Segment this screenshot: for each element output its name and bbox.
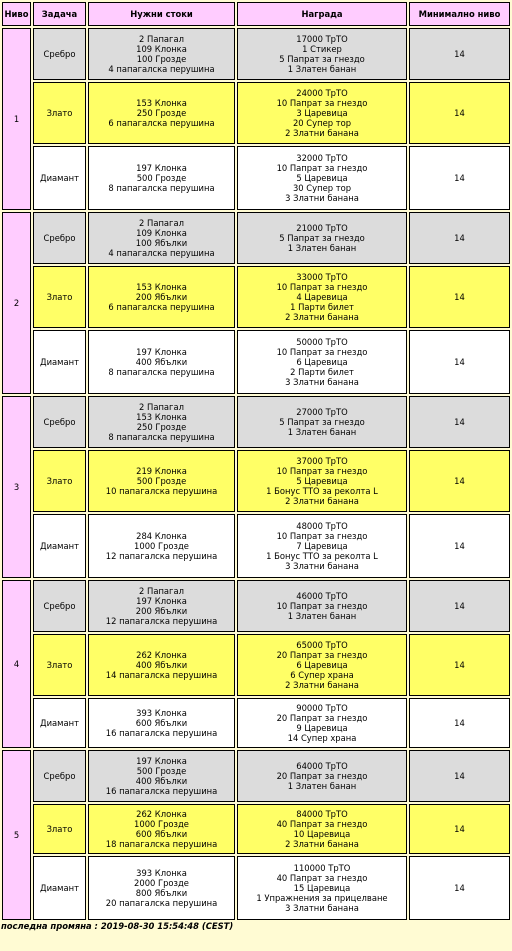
goods-line: 200 Ябълки	[135, 606, 188, 616]
reward-cell	[237, 28, 407, 80]
header-level: Ниво	[2, 2, 31, 26]
goods-line: 197 Клонка	[136, 756, 187, 766]
goods-cell	[88, 580, 235, 632]
reward-line: 6 Супер храна	[290, 670, 354, 680]
task-cell: Сребро	[33, 28, 86, 80]
reward-line: 40 Папрат за гнездо	[276, 819, 368, 829]
level-cell: 4	[2, 580, 31, 748]
reward-line: 5 Папрат за гнездо	[279, 417, 365, 427]
reward-line: 84000 ТрТО	[296, 809, 348, 819]
reward-line: 14 Супер храна	[287, 733, 357, 743]
reward-line: 20 Супер тор	[292, 118, 352, 128]
task-cell: Сребро	[33, 580, 86, 632]
reward-line: 7 Царевица	[296, 541, 348, 551]
table-row	[2, 514, 510, 578]
header-reward: Награда	[237, 2, 407, 26]
goods-line: 8 папагалска перушина	[108, 367, 215, 377]
reward-line: 2 Златни банана	[285, 312, 359, 322]
min-level-cell: 14	[409, 450, 510, 512]
reward-cell	[237, 450, 407, 512]
goods-line: 20 папагалска перушина	[105, 898, 218, 908]
reward-line: 1 Стикер	[302, 44, 342, 54]
reward-line: 10 Папрат за гнездо	[276, 601, 368, 611]
reward-line: 3 Златни банана	[285, 903, 359, 913]
goods-cell	[88, 514, 235, 578]
reward-cell	[237, 856, 407, 920]
goods-line: 2 Папагал	[139, 586, 184, 596]
reward-line: 1 Златен банан	[287, 427, 357, 437]
goods-line: 153 Клонка	[136, 412, 187, 422]
goods-line: 109 Клонка	[136, 44, 187, 54]
task-cell: Злато	[33, 804, 86, 854]
min-level-cell: 14	[409, 634, 510, 696]
table-row	[2, 804, 510, 854]
goods-line: 2 Папагал	[139, 402, 184, 412]
task-cell: Диамант	[33, 330, 86, 394]
table-row	[2, 396, 510, 448]
table-row	[2, 28, 510, 80]
table-row	[2, 212, 510, 264]
task-cell: Диамант	[33, 856, 86, 920]
reward-line: 1 Златен банан	[287, 243, 357, 253]
reward-line: 4 Царевица	[296, 292, 348, 302]
reward-line: 46000 ТрТО	[296, 591, 348, 601]
goods-line: 400 Ябълки	[135, 776, 188, 786]
task-cell: Диамант	[33, 514, 86, 578]
table-row	[2, 82, 510, 144]
table-body	[2, 28, 510, 920]
reward-line: 20 Папрат за гнездо	[276, 713, 368, 723]
reward-cell	[237, 212, 407, 264]
goods-line: 153 Клонка	[136, 98, 187, 108]
reward-line: 1 Парти билет	[290, 302, 354, 312]
table-row	[2, 856, 510, 920]
goods-line: 153 Клонка	[136, 282, 187, 292]
level-cell: 2	[2, 212, 31, 394]
goods-line: 6 папагалска перушина	[108, 118, 215, 128]
reward-line: 9 Царевица	[296, 723, 348, 733]
min-level-cell: 14	[409, 750, 510, 802]
min-level-cell: 14	[409, 330, 510, 394]
task-cell: Сребро	[33, 212, 86, 264]
reward-line: 10 Папрат за гнездо	[276, 466, 368, 476]
goods-cell	[88, 266, 235, 328]
min-level-cell: 14	[409, 580, 510, 632]
goods-cell	[88, 146, 235, 210]
reward-line: 10 Царевица	[293, 829, 351, 839]
level-cell: 1	[2, 28, 31, 210]
goods-line: 500 Грозде	[136, 476, 187, 486]
task-cell: Диамант	[33, 698, 86, 748]
goods-line: 109 Клонка	[136, 228, 187, 238]
goods-line: 16 папагалска перушина	[105, 786, 218, 796]
goods-line: 4 папагалска перушина	[108, 248, 215, 258]
reward-line: 2 Златни банана	[285, 496, 359, 506]
reward-line: 10 Папрат за гнездо	[276, 531, 368, 541]
goods-line: 100 Грозде	[136, 54, 187, 64]
goods-cell	[88, 396, 235, 448]
reward-line: 32000 ТрТО	[296, 153, 348, 163]
reward-line: 1 Златен банан	[287, 781, 357, 791]
goods-line: 10 папагалска перушина	[105, 486, 218, 496]
reward-line: 2 Златни банана	[285, 128, 359, 138]
reward-line: 6 Царевица	[296, 357, 348, 367]
reward-line: 6 Царевица	[296, 660, 348, 670]
goods-cell	[88, 698, 235, 748]
min-level-cell: 14	[409, 212, 510, 264]
reward-line: 37000 ТрТО	[296, 456, 348, 466]
goods-line: 18 папагалска перушина	[105, 839, 218, 849]
reward-line: 1 Златен банан	[287, 64, 357, 74]
goods-line: 14 папагалска перушина	[105, 670, 218, 680]
goods-line: 1000 Грозде	[134, 541, 189, 551]
goods-line: 6 папагалска перушина	[108, 302, 215, 312]
min-level-cell: 14	[409, 146, 510, 210]
reward-line: 1 Бонус ТТО за реколта L	[266, 486, 378, 496]
min-level-cell: 14	[409, 856, 510, 920]
goods-cell	[88, 856, 235, 920]
goods-line: 197 Клонка	[136, 163, 187, 173]
task-cell: Злато	[33, 450, 86, 512]
reward-cell	[237, 82, 407, 144]
reward-line: 10 Папрат за гнездо	[276, 163, 368, 173]
min-level-cell: 14	[409, 28, 510, 80]
goods-line: 4 папагалска перушина	[108, 64, 215, 74]
reward-line: 90000 ТрТО	[296, 703, 348, 713]
reward-line: 65000 ТрТО	[296, 640, 348, 650]
goods-line: 250 Грозде	[136, 108, 187, 118]
reward-line: 3 Царевица	[296, 108, 348, 118]
goods-line: 284 Клонка	[136, 531, 187, 541]
goods-line: 500 Грозде	[136, 173, 187, 183]
goods-line: 100 Ябълки	[135, 238, 188, 248]
goods-cell	[88, 450, 235, 512]
reward-line: 20 Папрат за гнездо	[276, 650, 368, 660]
goods-cell	[88, 804, 235, 854]
reward-line: 20 Папрат за гнездо	[276, 771, 368, 781]
reward-cell	[237, 146, 407, 210]
reward-line: 15 Царевица	[293, 883, 351, 893]
goods-line: 8 папагалска перушина	[108, 183, 215, 193]
goods-cell	[88, 634, 235, 696]
goods-line: 400 Ябълки	[135, 660, 188, 670]
goods-line: 197 Клонка	[136, 347, 187, 357]
goods-line: 500 Грозде	[136, 766, 187, 776]
task-cell: Злато	[33, 634, 86, 696]
table-row	[2, 266, 510, 328]
min-level-cell: 14	[409, 82, 510, 144]
goods-line: 400 Ябълки	[135, 357, 188, 367]
reward-line: 64000 ТрТО	[296, 761, 348, 771]
table-row	[2, 146, 510, 210]
goods-line: 219 Клонка	[136, 466, 187, 476]
reward-line: 1 Бонус ТТО за реколта L	[266, 551, 378, 561]
table-row	[2, 698, 510, 748]
level-cell: 3	[2, 396, 31, 578]
reward-line: 40 Папрат за гнездо	[276, 873, 368, 883]
reward-line: 1 Упражнения за прицелване	[256, 893, 388, 903]
min-level-cell: 14	[409, 396, 510, 448]
reward-line: 2 Златни банана	[285, 680, 359, 690]
header-goods: Нужни стоки	[88, 2, 235, 26]
reward-line: 1 Златен банан	[287, 611, 357, 621]
reward-line: 10 Папрат за гнездо	[276, 347, 368, 357]
goods-line: 250 Грозде	[136, 422, 187, 432]
header-task: Задача	[33, 2, 86, 26]
reward-line: 3 Златни банана	[285, 377, 359, 387]
goods-cell	[88, 82, 235, 144]
goods-cell	[88, 750, 235, 802]
header-min-level: Минимално ниво	[409, 2, 510, 26]
goods-line: 2 Папагал	[139, 34, 184, 44]
min-level-cell: 14	[409, 514, 510, 578]
level-cell: 5	[2, 750, 31, 920]
task-cell: Злато	[33, 82, 86, 144]
reward-cell	[237, 580, 407, 632]
reward-line: 50000 ТрТО	[296, 337, 348, 347]
min-level-cell: 14	[409, 266, 510, 328]
table-row	[2, 750, 510, 802]
goods-line: 600 Ябълки	[135, 718, 188, 728]
min-level-cell: 14	[409, 698, 510, 748]
goods-line: 800 Ябълки	[135, 888, 188, 898]
reward-line: 3 Златни банана	[285, 193, 359, 203]
goods-line: 200 Ябълки	[135, 292, 188, 302]
min-level-cell: 14	[409, 804, 510, 854]
table-row	[2, 330, 510, 394]
reward-line: 110000 ТрТО	[293, 863, 351, 873]
task-cell: Сребро	[33, 396, 86, 448]
goods-cell	[88, 212, 235, 264]
reward-line: 5 Папрат за гнездо	[279, 233, 365, 243]
table-row	[2, 580, 510, 632]
reward-line: 21000 ТрТО	[296, 223, 348, 233]
reward-line: 10 Папрат за гнездо	[276, 98, 368, 108]
reward-line: 2 Златни банана	[285, 839, 359, 849]
goods-cell	[88, 330, 235, 394]
goods-line: 2 Папагал	[139, 218, 184, 228]
table-row	[2, 634, 510, 696]
task-cell: Сребро	[33, 750, 86, 802]
reward-cell	[237, 698, 407, 748]
reward-cell	[237, 804, 407, 854]
goods-line: 393 Клонка	[136, 708, 187, 718]
table-row	[2, 450, 510, 512]
goods-line: 1000 Грозде	[134, 819, 189, 829]
reward-line: 33000 ТрТО	[296, 272, 348, 282]
reward-cell	[237, 514, 407, 578]
goods-line: 12 папагалска перушина	[105, 551, 218, 561]
goods-line: 600 Ябълки	[135, 829, 188, 839]
goods-line: 197 Клонка	[136, 596, 187, 606]
goods-line: 262 Клонка	[136, 650, 187, 660]
task-cell: Злато	[33, 266, 86, 328]
goods-cell	[88, 28, 235, 80]
goods-line: 262 Клонка	[136, 809, 187, 819]
reward-line: 17000 ТрТО	[296, 34, 348, 44]
header-row	[2, 2, 510, 26]
reward-line: 5 Папрат за гнездо	[279, 54, 365, 64]
task-cell: Диамант	[33, 146, 86, 210]
reward-line: 5 Царевица	[296, 476, 348, 486]
reward-line: 48000 ТрТО	[296, 521, 348, 531]
goods-line: 8 папагалска перушина	[108, 432, 215, 442]
reward-line: 3 Златни банана	[285, 561, 359, 571]
goods-line: 12 папагалска перушина	[105, 616, 218, 626]
reward-line: 27000 ТрТО	[296, 407, 348, 417]
reward-cell	[237, 396, 407, 448]
reward-line: 30 Супер тор	[292, 183, 352, 193]
goods-line: 2000 Грозде	[134, 878, 189, 888]
reward-cell	[237, 750, 407, 802]
reward-cell	[237, 266, 407, 328]
reward-line: 24000 ТрТО	[296, 88, 348, 98]
reward-line: 10 Папрат за гнездо	[276, 282, 368, 292]
goods-line: 16 папагалска перушина	[105, 728, 218, 738]
reward-cell	[237, 330, 407, 394]
reward-line: 5 Царевица	[296, 173, 348, 183]
last-modified: последна промяна : 2019-08-30 15:54:48 (CEST)	[1, 921, 234, 931]
reward-line: 2 Парти билет	[290, 367, 354, 377]
reward-cell	[237, 634, 407, 696]
goods-line: 393 Клонка	[136, 868, 187, 878]
